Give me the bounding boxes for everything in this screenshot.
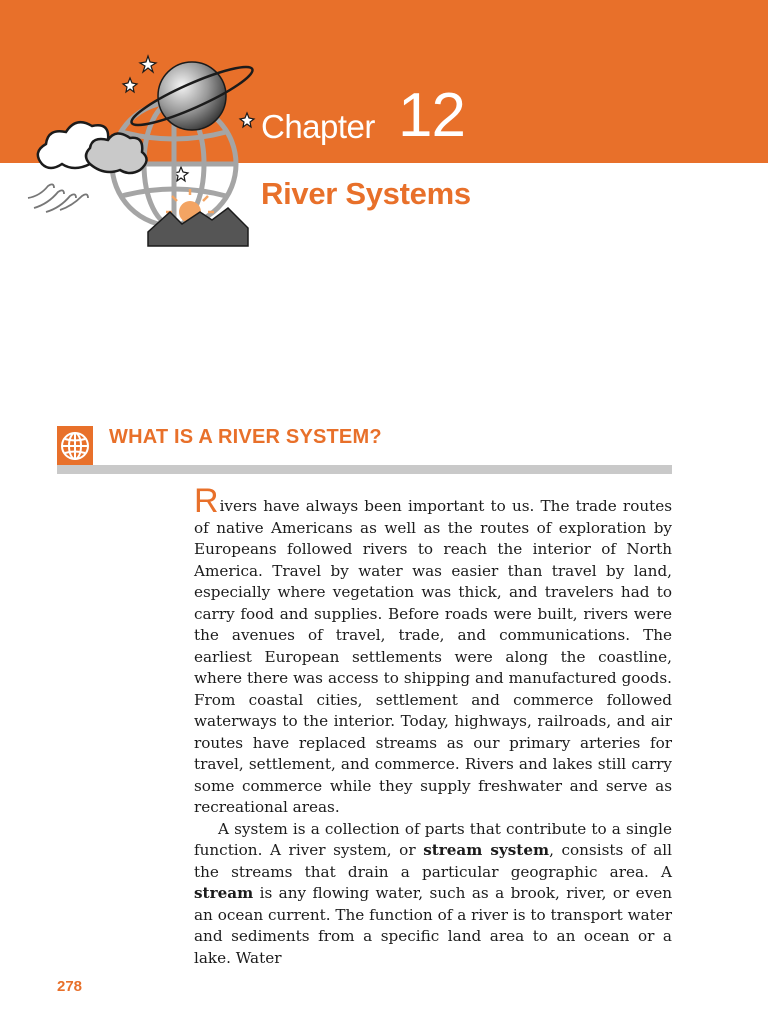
page-number: 278 [57,978,83,995]
globe-planet-illustration-icon [24,52,260,252]
paragraph-2-text-c: is any flowing water, such as a brook, river, or even an ocean current. The function of a river is to transport water and sediments from a specific land area to an ocean or a lake. Water [194,884,672,967]
paragraph-2 [194,819,672,970]
chapter-label: Chapter [261,108,375,145]
chapter-title: River Systems [261,176,471,211]
paragraph-2-text-a: A system is a collection of parts that contribute to a single function. A river system, or [194,819,672,859]
section-heading: WHAT IS A RIVER SYSTEM? [109,426,382,448]
chapter-number: 12 [398,81,465,150]
drop-cap: R [194,482,219,520]
paragraph-1-text: ivers have always been important to us. The trade routes of native Americans as well as the routes of exploration by Europeans followed rivers to reach the interior of North America. Travel by water was easier than travel by land, especially where vegetation was thick, and travelers had to carry food and supplies. Before roads were built, rivers were the avenues of travel, trade, and communications. The earliest European settlements were along the coastline, where there was access to shipping and manufactured goods. From coastal cities, settlement and commerce followed waterways to the interior. Today, highways, railroads, and air routes have replaced streams as our primary arteries for travel, settlement, and commerce. Rivers and lakes still carry some commerce while they supply freshwater and serve as recreational areas. [194,497,672,816]
body-text [194,482,672,969]
key-term-stream: stream [194,884,254,902]
section-divider [57,465,672,474]
paragraph-2-text-b: , consists of all the streams that drain a particular geographic area. A [194,841,672,881]
key-term-stream-system: stream system [423,841,550,859]
globe-grid-icon [57,426,93,466]
paragraph-1 [194,482,672,819]
